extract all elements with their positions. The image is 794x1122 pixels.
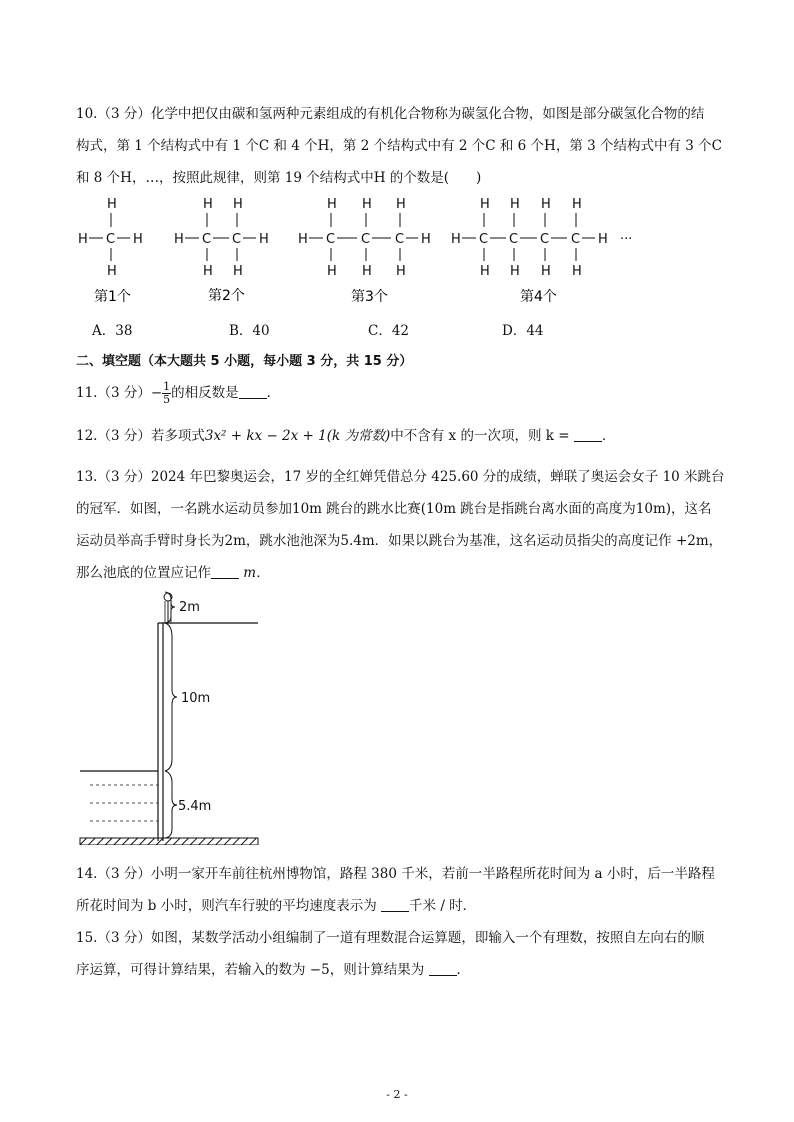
q15-line-2 <box>76 958 470 978</box>
carbon-atom-6: C <box>479 232 489 247</box>
q11-answer-blank <box>239 384 267 399</box>
option-a: A．38 <box>92 323 133 339</box>
hydrogen-atom-9: H <box>233 264 243 279</box>
diving-platform-figure <box>76 585 276 845</box>
label-structure-4: 第4个 <box>520 289 557 305</box>
hydrocarbon-structures-figure <box>70 193 670 305</box>
page-number: - 2 - <box>386 1088 408 1101</box>
q13-line-4-suffix: m． <box>243 565 270 581</box>
option-d: D．44 <box>502 323 544 339</box>
q12-expression: 3x² + kx − 2x + 1(k 为常数) <box>204 428 391 444</box>
q15-line-2-suffix: ． <box>456 962 470 978</box>
q14-line-1: 14.（3 分）小明一家开车前往杭州博物馆，路程 380 千米，若前一半路程所花时间为 a 小时，后一半路程 <box>76 866 715 882</box>
hydrogen-atom-25: H <box>510 264 520 279</box>
carbon-atom-5: C <box>395 232 405 247</box>
hydrogen-atom-7: H <box>259 232 269 247</box>
hydrogen-atom-21: H <box>572 197 582 212</box>
q14-line-2-prefix: 所花时间为 b 小时，则汽车行驶的平均速度表示为 <box>76 898 377 914</box>
q13-line-4 <box>76 561 270 581</box>
q13-answer-blank <box>211 564 239 579</box>
structure-4 <box>451 197 632 279</box>
hydrogen-atom-13: H <box>298 232 308 247</box>
q13-line-4-prefix: 那么池底的位置应记作 <box>76 565 211 581</box>
hydrogen-atom-27: H <box>572 264 582 279</box>
hydrogen-atom-16: H <box>362 264 372 279</box>
ellipsis: ··· <box>620 232 633 247</box>
hydrogen-atom-15: H <box>327 264 337 279</box>
carbon-atom-4: C <box>361 232 371 247</box>
carbon-atom-3: C <box>326 232 336 247</box>
structure-2 <box>174 197 269 279</box>
carbon-atom-1: C <box>202 232 212 247</box>
q15-line-1: 15.（3 分）如图，某数学活动小组编制了一道有理数混合运算题，即输入一个有理数，按照自左向右的顺 <box>76 930 705 946</box>
hydrogen-atom-20: H <box>541 197 551 212</box>
q15-answer-blank <box>429 961 457 976</box>
hydrogen-atom-4: H <box>203 197 213 212</box>
hydrogen-atom-5: H <box>233 197 243 212</box>
hydrogen-atom-3: H <box>107 264 117 279</box>
hydrogen-atom-11: H <box>362 197 372 212</box>
label-2m: 2m <box>179 600 200 615</box>
hydrogen-atom-26: H <box>541 264 551 279</box>
q13-line-3: 运动员举高手臂时身长为2m，跳水池池深为5.4m．如果以跳台为基准，这名运动员指尖的高度记作 +2m， <box>76 533 723 549</box>
pool-bottom <box>80 838 258 845</box>
q13-line-1: 13.（3 分）2024 年巴黎奥运会，17 岁的全红婵凭借总分 425.60 分的成绩，蝉联了奥运会女子 10 米跳台 <box>76 469 725 485</box>
q15-line-2-prefix: 序运算，可得计算结果，若输入的数为 −5，则计算结果为 <box>76 962 425 978</box>
label-structure-1: 第1个 <box>94 289 131 305</box>
section-heading: 二、填空题（本大题共 5 小题，每小题 3 分，共 15 分） <box>76 354 413 369</box>
q12-end: ． <box>601 428 616 444</box>
hydrogen-atom-1: H <box>78 232 88 247</box>
q12-suffix: 中不含有 x 的一次项，则 k = <box>390 428 570 444</box>
hydrogen-atom-24: H <box>480 264 490 279</box>
hydrogen-atom-23: H <box>598 232 608 247</box>
hydrogen-atom-22: H <box>451 232 461 247</box>
q10-line-1: 10.（3 分）化学中把仅由碳和氢两种元素组成的有机化合物称为碳氢化合物，如图是部分碳氢化合物的结 <box>76 106 705 122</box>
brace-5-4m <box>165 771 177 838</box>
q11-numerator: 1 <box>163 380 171 393</box>
structure-3 <box>298 197 431 279</box>
q13-line-2: 的冠军．如图，一名跳水运动员参加10m 跳台的跳水比赛(10m 跳台是指跳台离水面的高度为10m)，这名 <box>76 501 712 517</box>
carbon-atom-9: C <box>571 232 581 247</box>
q10-line-2: 构式，第 1 个结构式中有 1 个C 和 4 个H，第 2 个结构式中有 2 个C 和 6 个H，第 3 个结构式中有 3 个C <box>76 138 722 154</box>
hydrogen-atom-2: H <box>133 232 143 247</box>
brace-2m <box>165 592 175 623</box>
q14-answer-blank <box>381 897 409 912</box>
q12-answer-blank <box>574 427 602 442</box>
carbon-atom-7: C <box>509 232 519 247</box>
hydrogen-atom-6: H <box>174 232 184 247</box>
label-structure-3: 第3个 <box>351 289 388 305</box>
q14-line-2-suffix: 千米 / 时． <box>409 898 477 914</box>
carbon-atom-8: C <box>540 232 550 247</box>
hydrogen-atom-0: H <box>107 197 117 212</box>
hydrogen-atom-12: H <box>396 197 406 212</box>
hydrogen-atom-19: H <box>510 197 520 212</box>
label-structure-2: 第2个 <box>208 288 245 304</box>
hydrogen-atom-14: H <box>421 232 431 247</box>
carbon-atom-2: C <box>232 232 242 247</box>
q14-line-2 <box>76 894 476 914</box>
q11-end: ． <box>266 385 281 401</box>
hydrogen-atom-18: H <box>480 197 490 212</box>
q11-fraction <box>162 381 171 406</box>
q11-suffix: 的相反数是 <box>171 385 239 401</box>
q12-line <box>76 424 615 444</box>
q12-prefix: 12.（3 分）若多项式 <box>76 428 205 444</box>
option-b: B．40 <box>229 323 270 339</box>
q11-denominator: 5 <box>163 393 171 406</box>
hydrogen-atom-10: H <box>327 197 337 212</box>
carbon-atom-0: C <box>106 232 116 247</box>
q11-line <box>76 381 280 406</box>
hydrogen-atom-17: H <box>396 264 406 279</box>
q10-line-3: 和 8 个H，…，按照此规律，则第 19 个结构式中H 的个数是( ) <box>76 170 482 186</box>
brace-10m <box>165 623 177 771</box>
hydrogen-atom-8: H <box>203 264 213 279</box>
option-c: C．42 <box>368 323 410 339</box>
label-5-4m: 5.4m <box>178 799 212 814</box>
structure-1 <box>78 197 143 279</box>
q11-minus: − <box>150 385 163 401</box>
q11-prefix: 11.（3 分） <box>76 385 151 401</box>
label-10m: 10m <box>181 691 211 706</box>
